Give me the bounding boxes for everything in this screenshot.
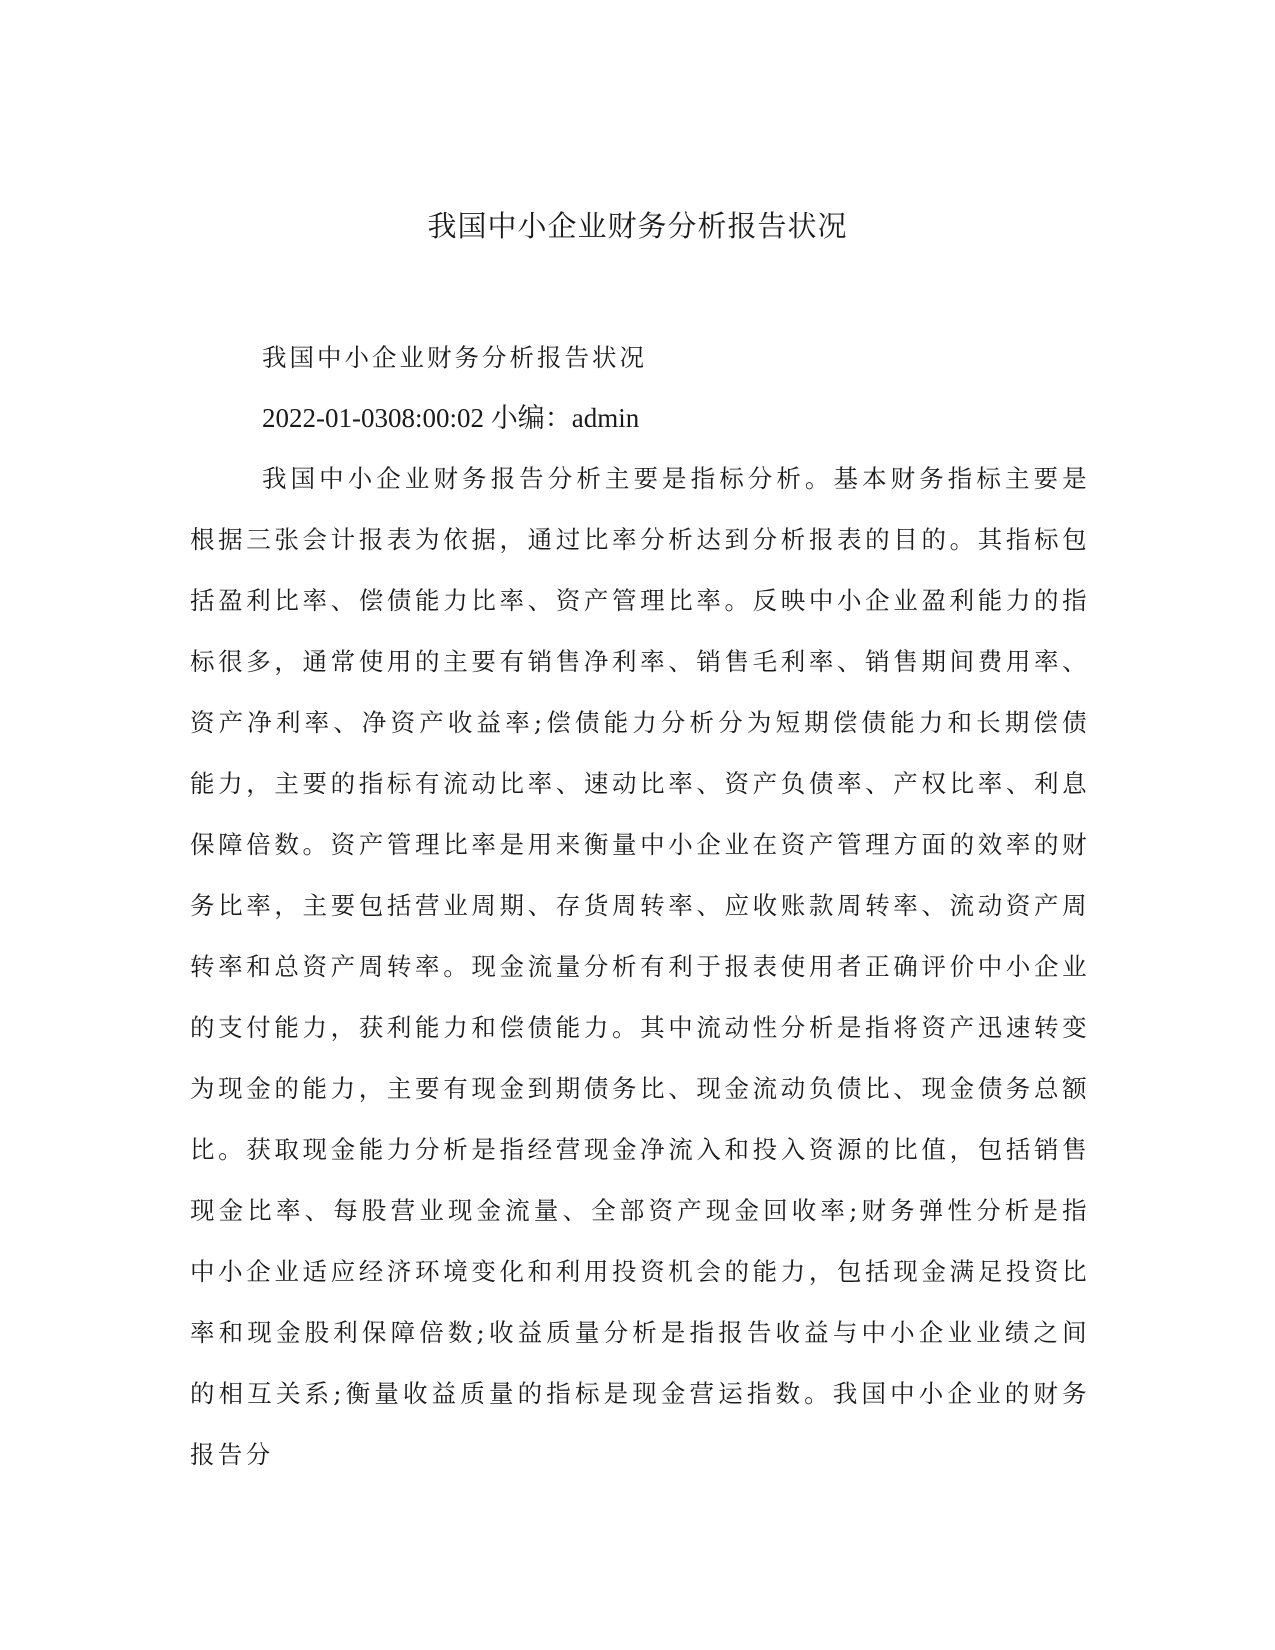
article-subtitle: 我国中小企业财务分析报告状况 <box>262 343 647 372</box>
document-title: 我国中小企业财务分析报告状况 <box>427 209 848 243</box>
article-meta: 2022-01-0308:00:02 小编：admin <box>262 403 640 433</box>
document-body <box>190 328 1090 1485</box>
body-paragraph: 我国中小企业财务报告分析主要是指标分析。基本财务指标主要是根据三张会计报表为依据，通过比率分析达到分析报表的目的。其指标包括盈利比率、偿债能力比率、资产管理比率。反映中小企业盈利能力的指标很多，通常使用的主要有销售净利率、销售毛利率、销售期间费用率、资产净利率、净资产收益率;偿债能力分析分为短期偿债能力和长期偿债能力，主要的指标有流动比率、速动比率、资产负债率、产权比率、利息保障倍数。资产管理比率是用来衡量中小企业在资产管理方面的效率的财务比率，主要包括营业周期、存货周转率、应收账款周转率、流动资产周转率和总资产周转率。现金流量分析有利于报表使用者正确评价中小企业的支付能力，获利能力和偿债能力。其中流动性分析是指将资产迅速转变为现金的能力，主要有现金到期债务比、现金流动负债比、现金债务总额比。获取现金能力分析是指经营现金净流入和投入资源的比值，包括销售现金比率、每股营业现金流量、全部资产现金回收率;财务弹性分析是指中小企业适应经济环境变化和利用投资机会的能力，包括现金满足投资比率和现金股利保障倍数;收益质量分析是指报告收益与中小企业业绩之间的相互关系;衡量收益质量的指标是现金营运指数。我国中小企业的财务报告分 <box>190 464 1090 1469</box>
